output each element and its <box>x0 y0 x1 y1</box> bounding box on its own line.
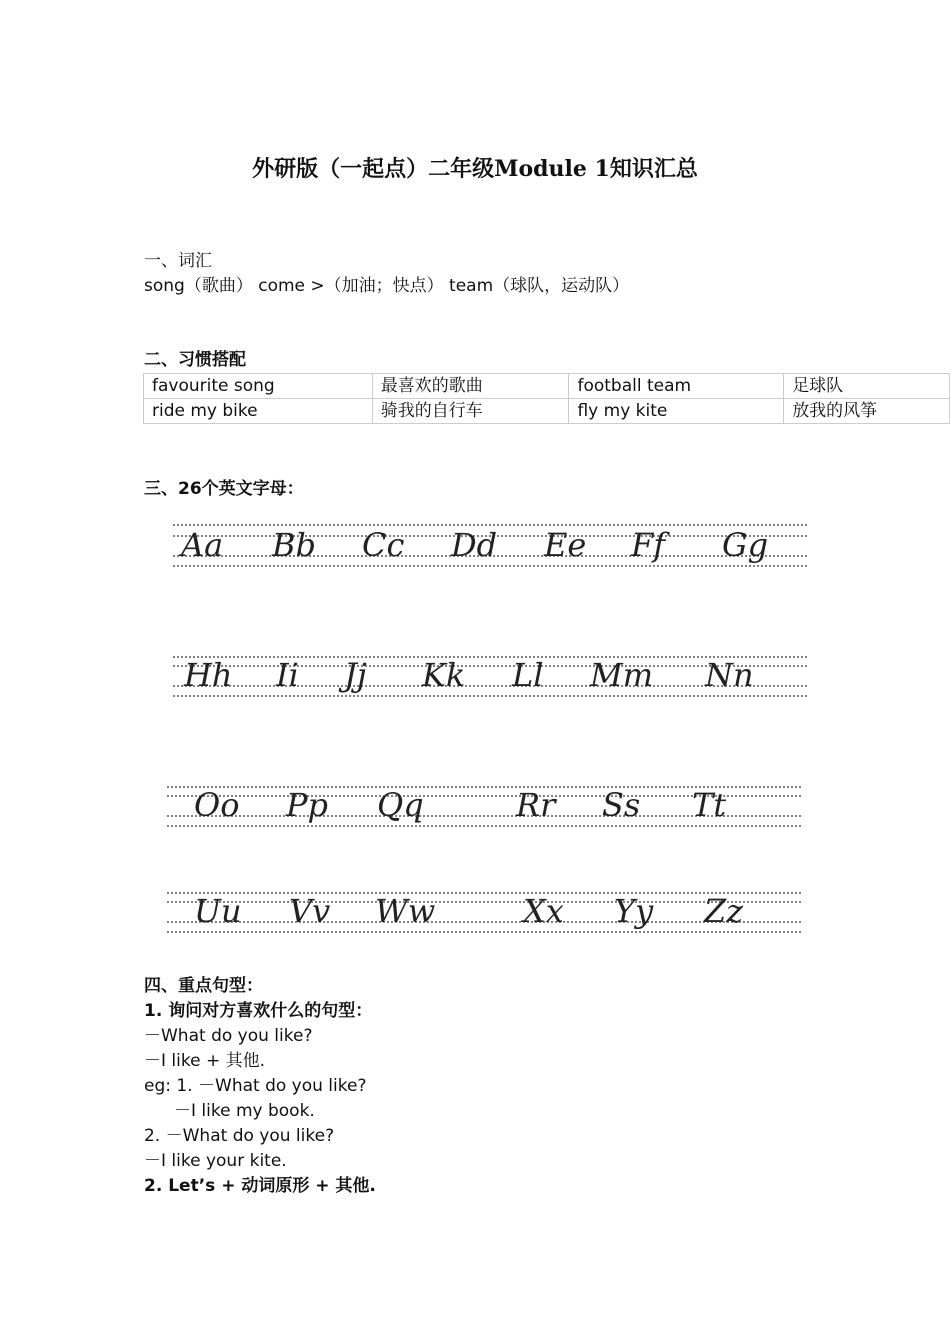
table-cell: 最喜欢的歌曲 <box>372 374 569 399</box>
vocab-items: song（歌曲） come >（加油；快点） team（球队，运动队） <box>144 276 630 296</box>
alphabet-letter-pair: Hh <box>184 656 233 694</box>
table-cell: favourite song <box>144 374 373 399</box>
alphabet-letter-pair: Qq <box>377 786 424 824</box>
alphabet-letter-pair: Bb <box>272 526 316 564</box>
table-cell: 放我的风筝 <box>784 399 950 424</box>
sentence-line: 2. －What do you like? <box>144 1126 335 1146</box>
alphabet-letter-pair: Uu <box>194 892 242 930</box>
alphabet-letter-pair: Nn <box>705 656 754 694</box>
alphabet-letter-pair: Gg <box>722 526 769 564</box>
alphabet-letter-pair: Dd <box>451 526 498 564</box>
table-cell: football team <box>569 374 784 399</box>
alphabet-letter-pair: Ll <box>512 656 544 694</box>
alphabet-letter-pair: Kk <box>422 656 466 694</box>
table-cell: 足球队 <box>784 374 950 399</box>
alphabet-letter-pair: Zz <box>704 892 744 930</box>
alphabet-letter-pair: Xx <box>523 892 564 930</box>
table-cell: fly my kite <box>569 399 784 424</box>
table-cell: 骑我的自行车 <box>372 399 569 424</box>
alphabet-letter-pair: Cc <box>362 526 405 564</box>
alphabet-letter-pair: Ii <box>276 656 299 694</box>
alphabet-letter-pair: Tt <box>692 786 727 824</box>
sentence-line: －I like your kite. <box>144 1151 287 1171</box>
alphabet-letter-pair: Pp <box>286 786 329 824</box>
collocations-heading: 二、习惯搭配 <box>144 350 246 370</box>
sentences-heading: 四、重点句型： <box>144 976 263 996</box>
table-cell: ride my bike <box>144 399 373 424</box>
alphabet-letter-pair: Yy <box>614 892 654 930</box>
sentence-line: －I like + 其他. <box>144 1051 266 1071</box>
alphabet-letter-pair: Ff <box>631 526 666 564</box>
vocab-heading: 一、词汇 <box>144 251 212 271</box>
alphabet-letter-pair: Jj <box>344 656 367 694</box>
alphabet-letter-pair: Aa <box>181 526 224 564</box>
sentence-line: －I like my book. <box>174 1101 315 1121</box>
alphabet-letter-pair: Mm <box>590 656 654 694</box>
alphabet-letter-pair: Ee <box>544 526 587 564</box>
alphabet-letter-pair: Vv <box>289 892 331 930</box>
alphabet-letter-pair: Oo <box>194 786 240 824</box>
page-title: 外研版（一起点）二年级Module 1知识汇总 <box>252 156 698 182</box>
sentence-item2-title: 2. Let’s + 动词原形 + 其他. <box>144 1176 376 1196</box>
sentence-item1-title: 1. 询问对方喜欢什么的句型： <box>144 1001 373 1021</box>
alphabet-letter-pair: Ss <box>602 786 641 824</box>
alphabet-heading: 三、26个英文字母： <box>144 479 304 499</box>
sentence-line: eg: 1. －What do you like? <box>144 1076 367 1096</box>
alphabet-letter-pair: Rr <box>516 786 556 824</box>
alphabet-letter-pair: Ww <box>375 892 436 930</box>
sentence-line: －What do you like? <box>144 1026 313 1046</box>
